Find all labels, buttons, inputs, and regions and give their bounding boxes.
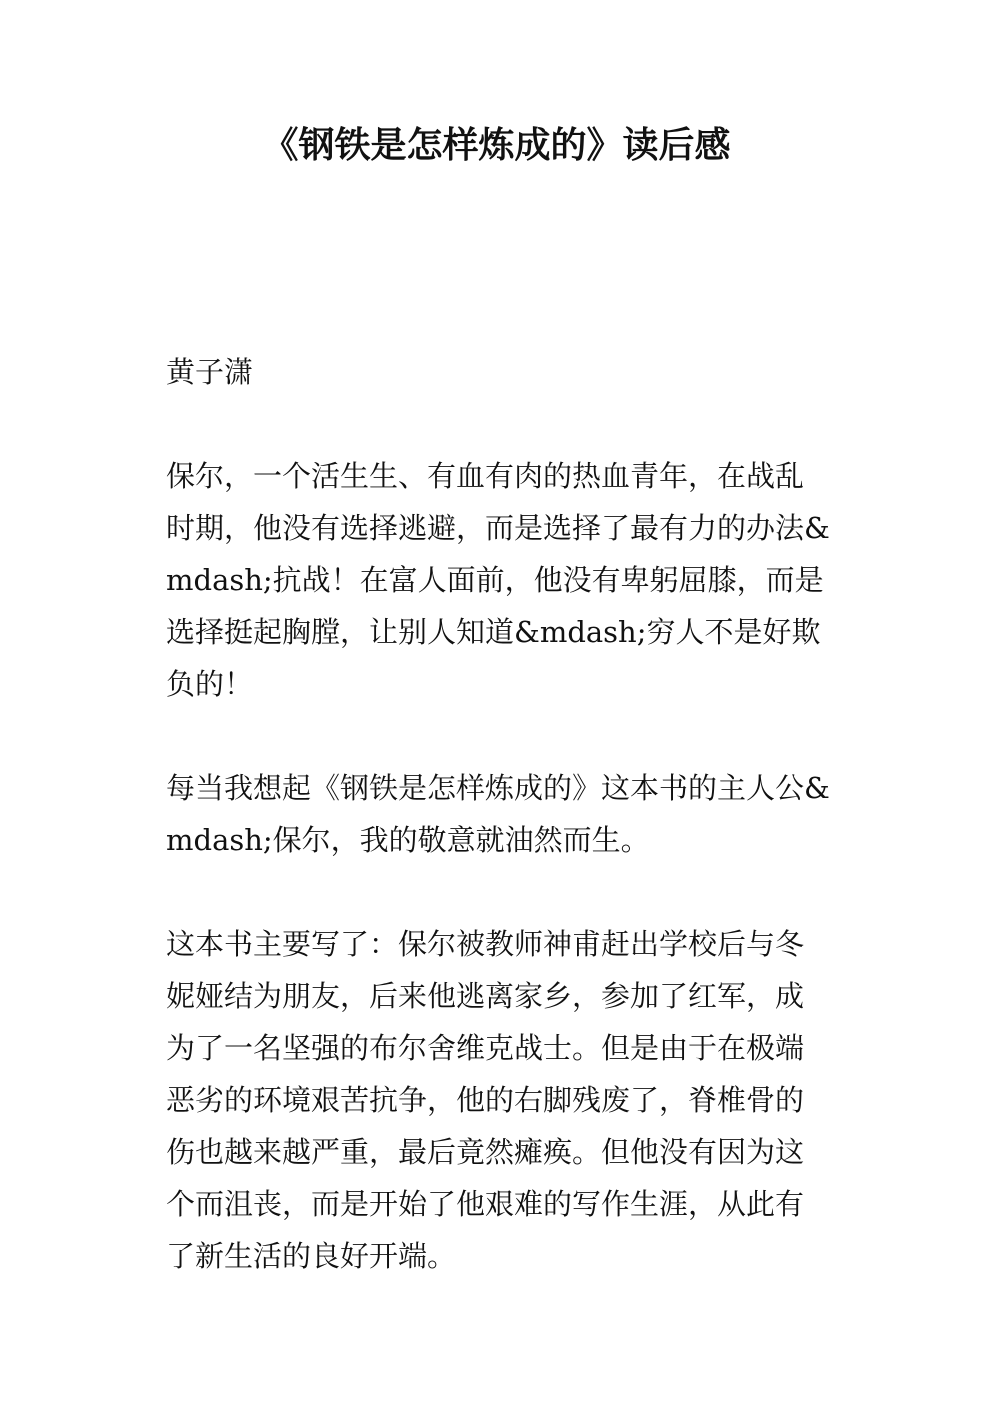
paragraph-1: 保尔，一个活生生、有血有肉的热血青年，在战乱时期，他没有选择逃避，而是选择了最有力的办法&mdash;抗战！在富人面前，他没有卑躬屈膝，而是选择挺起胸膛，让别人知道&mdash;穷人不是好欺负的！ — [166, 459, 830, 701]
document-title: 《钢铁是怎样炼成的》读后感 — [262, 125, 731, 166]
author-name: 黄子潇 — [166, 355, 254, 389]
paragraph-3: 这本书主要写了：保尔被教师神甫赶出学校后与冬妮娅结为朋友，后来他逃离家乡，参加了红军，成为了一名坚强的布尔舍维克战士。但是由于在极端恶劣的环境艰苦抗争，他的右脚残废了，脊椎骨的伤也越来越严重，最后竟然瘫痪。但他没有因为这个而沮丧，而是开始了他艰难的写作生涯，从此有了新生活的良好开端。 — [166, 927, 805, 1273]
paragraph-2: 每当我想起《钢铁是怎样炼成的》这本书的主人公&mdash;保尔，我的敬意就油然而生。 — [166, 771, 830, 857]
